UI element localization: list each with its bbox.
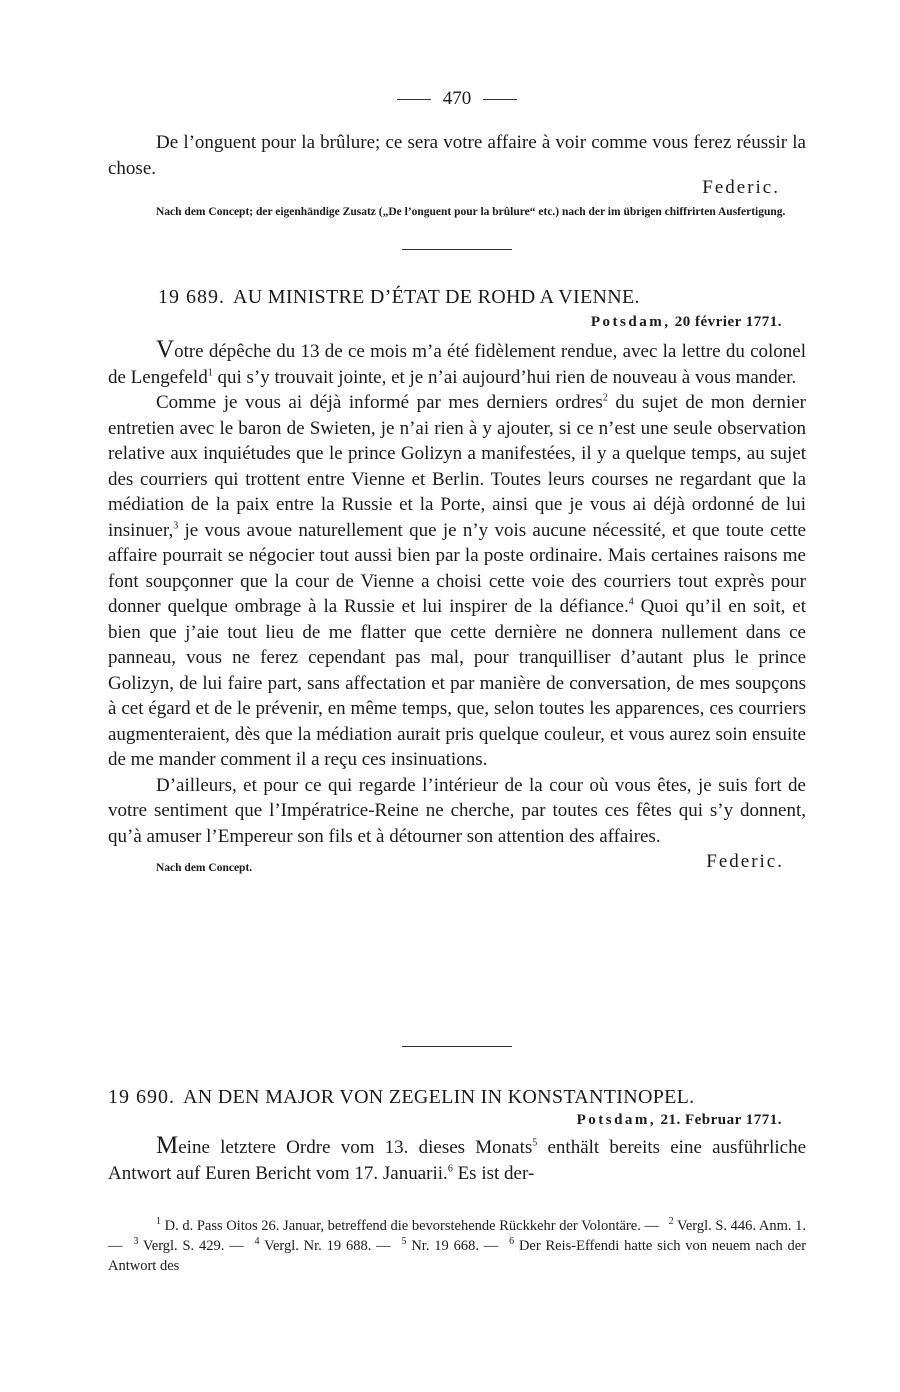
letter-date: 20 février 1771. — [674, 314, 782, 330]
footnote-mark: 5 — [401, 1236, 407, 1248]
paragraph-2-text-d: Quoi qu’il en soit, et bien que j’aie tout lieu de me flatter que cette dernière ne donnera nullement dans ce panneau, vous ne ferez cependant pas mal, pour tranquilliser d’autant plus le prince Golizyn, de lui faire part, sans affectation et par manière de conversation, de mes soupçons à cet égard et de le prévenir, en même temps, que, selon toutes les apparences, ces courriers augmenteraient, dès que la médiation aurait pris quelque couleur, et vous aurez soin ensuite de me mander comment il a reçu ces insinuations. — [108, 596, 806, 770]
divider-1 — [108, 249, 806, 250]
footnote-list — [108, 1216, 806, 1276]
letter-footer — [108, 851, 806, 881]
footnote-mark: 3 — [133, 1236, 139, 1248]
letter-title: AU MINISTRE D’ÉTAT DE ROHD A VIENNE. — [233, 286, 640, 308]
page-header — [108, 86, 806, 112]
carryover-text: De l’onguent pour la brûlure; ce sera votre affaire à voir comme vous ferez réussir la chose. — [108, 132, 806, 179]
letter-19690 — [108, 1084, 806, 1186]
carryover-signature: Federic. — [702, 177, 780, 198]
paragraph-1-text-b: enthält bereits eine ausführliche Antwort auf Euren Bericht vom 17. Januarii. — [108, 1137, 806, 1184]
footnote-3: $^3$ Vergl. S. 429. — — [133, 1236, 244, 1254]
footnote-mark: 1 — [156, 1216, 161, 1228]
footnote-5: $^5$ Nr. 19 668. — — [401, 1236, 499, 1254]
carryover-block — [108, 130, 806, 220]
letter-heading — [108, 284, 806, 310]
letter-title: AN DEN MAJOR VON ZEGELIN IN KONSTANTINOPEL. — [183, 1086, 695, 1108]
footnote-ref: 2 — [602, 392, 608, 404]
letter-signature: Federic. — [706, 851, 784, 872]
letter-place: Potsdam, — [576, 1112, 657, 1128]
paragraph-2-text-a: Comme je vous ai déjà informé par mes derniers ordres — [156, 392, 603, 413]
letter-heading — [108, 1084, 806, 1110]
footnote-text: Nr. 19 668. — [411, 1238, 479, 1254]
footnote-mark: 6 — [509, 1236, 515, 1248]
footnote-ref: 1 — [207, 367, 213, 379]
footnote-mark: 4 — [254, 1236, 260, 1248]
paragraph-2-text-c: je vous avoue naturellement que je n’y vois aucune nécessité, et que toute cette affaire pourrait se négocier tout aussi bien par la poste ordinaire. Mais certaines raisons me font soupçonner que la cour de Vienne a choisi cette voie des courriers tout exprès pour donner quelque ombrage à la Russie et lui inspirer de la défiance. — [108, 519, 806, 617]
paragraph-2 — [108, 390, 806, 773]
footnote-mark: 2 — [668, 1216, 674, 1228]
paragraph-2-text-b: du sujet de mon dernier entretien avec le baron de Swieten, je n’ai rien à y ajouter, si ce n’est une seule observation relative aux inquiétudes que le prince Golizyn a manifestées, il y a quelque temps, au sujet des courriers qui trottent entre Vienne et Berlin. Toutes leurs courses ne regardant que la médiation de la paix entre la Russie et la Porte, ainsi que je vous ai déjà ordonné de lui insinuer, — [108, 392, 807, 541]
header-dash-left — [397, 99, 431, 100]
footnote-text: Der Reis-Effendi hatte sich von neuem nach der Antwort des — [108, 1238, 807, 1274]
drop-cap: V — [156, 336, 175, 363]
paragraph-3: D’ailleurs, et pour ce qui regarde l’intérieur de la cour où vous êtes, je suis fort de votre sentiment que l’Impératrice-Reine ne cherche, par toutes ces fêtes qui s’y donnent, qu’à amuser l’Empereur son fils et à détourner son attention des affaires. — [108, 774, 806, 847]
header-dash-right — [483, 99, 517, 100]
footnote-ref: 4 — [628, 596, 634, 608]
letter-dateline — [108, 1112, 806, 1129]
page-number: 470 — [442, 88, 472, 109]
footnote-ref: 5 — [532, 1137, 538, 1149]
paragraph-1-text-a: eine letztere Ordre vom 13. dieses Monats — [178, 1137, 533, 1158]
footnotes — [108, 1216, 806, 1276]
letter-place: Potsdam, — [590, 314, 671, 330]
divider-2 — [108, 1046, 806, 1047]
footnote-4: $^4$ Vergl. Nr. 19 688. — — [254, 1236, 391, 1254]
source-note: Nach dem Concept. — [156, 862, 253, 874]
paragraph-1-text-end: qui s’y trouvait jointe, et je n’ai aujourd’hui rien de nouveau à vous mander. — [212, 366, 797, 388]
letter-number: 19 690. — [108, 1086, 175, 1108]
drop-cap: M — [156, 1132, 179, 1159]
letter-dateline — [108, 314, 806, 331]
letter-19689 — [108, 284, 806, 881]
footnote-ref: 6 — [447, 1163, 453, 1175]
carryover-source-note: Nach dem Concept; der eigenhändige Zusatz („De l’onguent pour la brûlure“ etc.) nach der im übrigen chiffrirten Ausfertigung. — [156, 206, 786, 218]
footnote-2: $^2$ Vergl. S. 446. Anm. 1. — — [108, 1216, 806, 1254]
footnote-text: D. d. Pass Oitos 26. Januar, betreffend die bevorstehende Rückkehr der Volontäre. — [164, 1218, 641, 1234]
paragraph-1-text: otre dépêche du 13 de ce mois m’a été fidèlement rendue, avec la lettre du colonel de Lengefeld — [108, 341, 806, 388]
footnote-text: Vergl. S. 446. Anm. 1. — [676, 1218, 806, 1234]
paragraph-1-text-c: Es ist der- — [452, 1162, 535, 1184]
footnote-1: $^1$ D. d. Pass Oitos 26. Januar, betreffend die bevorstehende Rückkehr der Volontäre. — — [156, 1216, 659, 1234]
footnote-text: Vergl. Nr. 19 688. — [264, 1238, 372, 1254]
paragraph-1 — [108, 337, 806, 390]
letter-date: 21. Februar 1771. — [660, 1112, 782, 1128]
paragraph-1 — [108, 1133, 806, 1186]
letter-number: 19 689. — [158, 286, 225, 308]
footnote-text: Vergl. S. 429. — [142, 1238, 225, 1254]
footnote-ref: 3 — [173, 520, 179, 532]
